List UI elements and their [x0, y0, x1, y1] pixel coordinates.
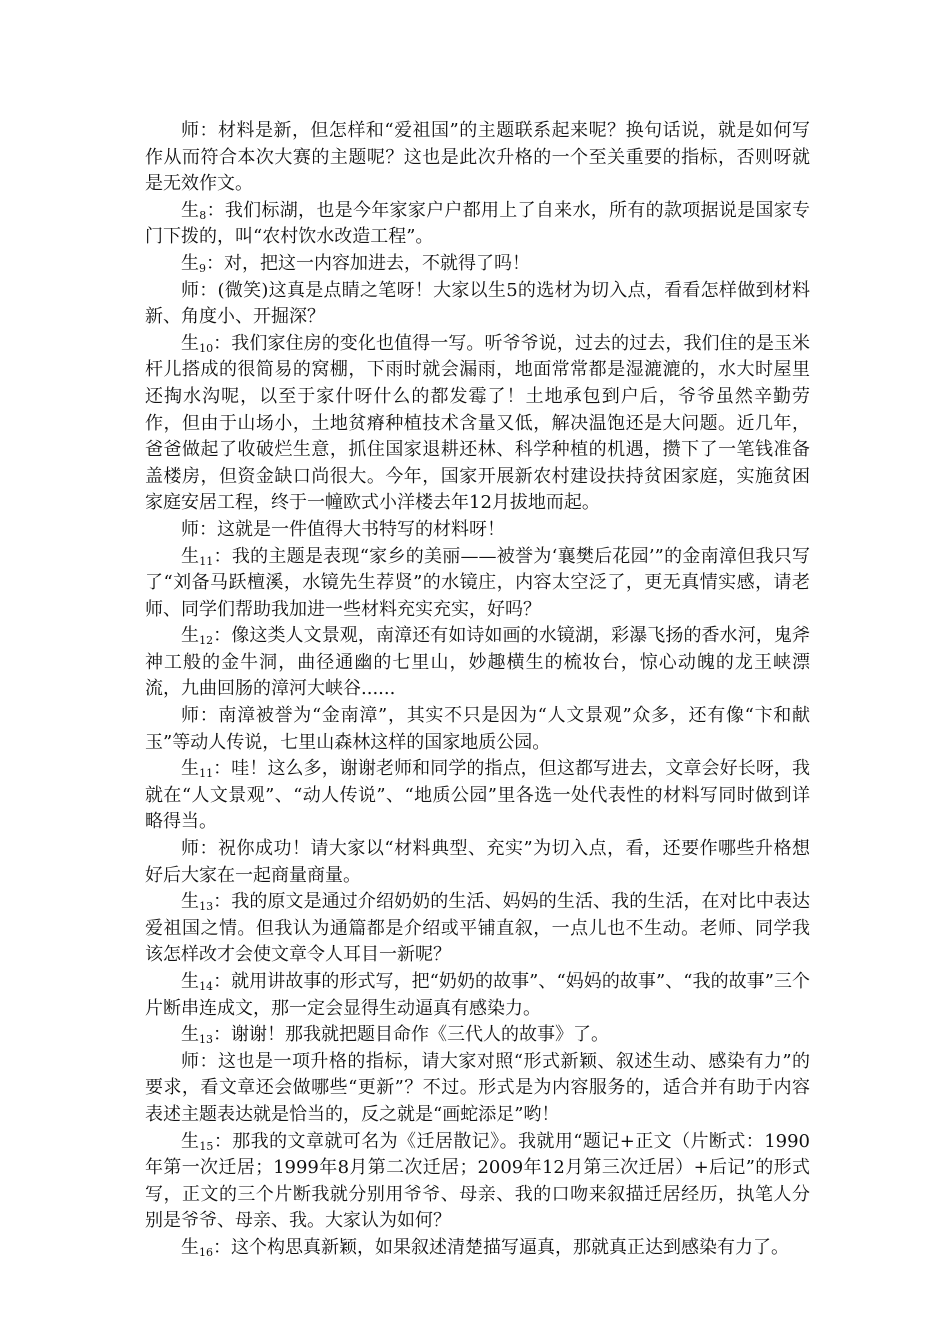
paragraph-text: ：我们标湖，也是今年家家户户都用上了自来水，所有的款项据说是国家专门下拨的，叫“农村饮水改造工程”。 — [145, 199, 810, 248]
paragraph-text: ：就用讲故事的形式写，把“奶奶的故事”、“妈妈的故事”、“我的故事”三个片断串连成文，那一定会显得生动逼真有感染力。 — [145, 971, 811, 1019]
speaker-number: 10 — [199, 341, 214, 355]
paragraph-text: ：那我的文章就可名为《迁居散记》。我就用“题记+正文（片断式：1990年第一次迁居；1999年8月第二次迁居；2009年12月第三次迁居）+后记”的形式写，正文的三个片断我就分别用爷爷、母亲、我的口吻来叙描迁居经历，执笔人分别是爷爷、母亲、我。大家认为如何？ — [145, 1130, 810, 1232]
speaker-label: 生 — [181, 252, 199, 274]
speaker-label: 生 — [181, 199, 200, 221]
paragraph — [145, 278, 810, 331]
paragraph-text: ：南漳被誉为“金南漳”，其实不只是因为“人文景观”众多，还有像“卞和献玉”等动人传说，七里山森林这样的国家地质公园。 — [145, 705, 810, 753]
paragraph-text: ：谢谢！那我就把题目命作《三代人的故事》了。 — [213, 1024, 609, 1046]
speaker-label: 师 — [181, 1050, 200, 1072]
paragraph — [145, 1049, 810, 1129]
paragraph-text: ：像这类人文景观，南漳还有如诗如画的水镜湖，彩瀑飞扬的香水河，鬼斧神工般的金牛洞，曲径通幽的七里山，妙趣横生的梳妆台，惊心动魄的龙王峡漂流，九曲回肠的漳河大峡谷...... — [145, 625, 811, 700]
paragraph — [145, 756, 810, 836]
paragraph — [145, 118, 810, 198]
paragraph — [145, 1129, 810, 1235]
speaker-label: 生 — [181, 1236, 199, 1258]
paragraph — [145, 251, 810, 278]
paragraph-text: ：对，把这一内容加进去，不就得了吗！ — [206, 252, 530, 274]
speaker-label: 师 — [181, 279, 200, 301]
speaker-number: 12 — [199, 634, 214, 648]
paragraph-text: ：材料是新，但怎样和“爱祖国”的主题联系起来呢？换句话说，就是如何写作从而符合本次大赛的主题呢？这也是此次升格的一个至关重要的指标，否则呀就是无效作文。 — [145, 120, 811, 195]
paragraph — [145, 198, 810, 251]
paragraph — [145, 969, 810, 1022]
paragraph-text: ：(微笑)这真是点睛之笔呀！大家以生5的选材为切入点，看看怎样做到材料新、角度小、开掘深？ — [145, 279, 811, 328]
speaker-label: 师 — [181, 518, 199, 540]
paragraph — [145, 623, 810, 703]
paragraph-text: ：这就是一件值得大书特写的材料呀！ — [199, 518, 505, 540]
speaker-number: 15 — [199, 1139, 214, 1153]
paragraph-text: ：我的原文是通过介绍奶奶的生活、妈妈的生活、我的生活，在对比中表达爱祖国之情。但我认为通篇都是介绍或平铺直叙，一点儿也不生动。老师、同学我该怎样改才会使文章令人耳目一新呢？ — [145, 891, 811, 966]
speaker-label: 生 — [181, 891, 200, 913]
paragraph-text: ：祝你成功！请大家以“材料典型、充实”为切入点，看，还要作哪些升格想好后大家在一起商量商量。 — [145, 838, 811, 886]
speaker-number: 8 — [199, 208, 207, 222]
speaker-label: 生 — [181, 758, 200, 780]
speaker-number: 13 — [199, 1033, 213, 1047]
paragraph — [145, 1022, 810, 1049]
speaker-label: 生 — [181, 971, 200, 992]
speaker-label: 师 — [181, 120, 200, 141]
speaker-label: 生 — [181, 1024, 199, 1046]
speaker-label: 师 — [181, 705, 200, 727]
speaker-number: 11 — [199, 767, 214, 781]
paragraph — [145, 889, 810, 969]
paragraph-text: ：这也是一项升格的指标，请大家对照“形式新颖、叙述生动、感染有力”的要求，看文章还会做哪些“更新”？不过。形式是为内容服务的，适合并有助于内容表述主题表达就是恰当的，反之就是“画蛇添足”哟！ — [145, 1050, 811, 1125]
speaker-number: 11 — [199, 554, 214, 568]
speaker-label: 生 — [181, 545, 200, 567]
paragraph-text: ：哇！这么多，谢谢老师和同学的指点，但这都写进去，文章会好长呀，我就在“人文景观”、“动人传说”、“地质公园”里各选一处代表性的材料写同时做到详略得当。 — [145, 758, 811, 833]
paragraph — [145, 703, 810, 756]
document-body — [145, 118, 810, 1262]
paragraph — [145, 1235, 810, 1262]
speaker-label: 师 — [181, 838, 200, 860]
speaker-number: 14 — [199, 980, 214, 993]
speaker-number: 9 — [199, 261, 206, 275]
speaker-number: 13 — [199, 900, 214, 914]
paragraph — [145, 517, 810, 544]
speaker-label: 生 — [181, 625, 200, 647]
paragraph — [145, 836, 810, 889]
paragraph — [145, 544, 810, 624]
paragraph-text: ：这个构思真新颖，如果叙述清楚描写逼真，那就真正达到感染有力了。 — [213, 1236, 789, 1258]
paragraph-text: ：我的主题是表现“家乡的美丽——被誉为‘襄樊后花园’”的金南漳但我只写了“刘备马跃檀溪，水镜先生荐贤”的水镜庄，内容太空泛了，更无真情实感，请老师、同学们帮助我加进一些材料充实充实，好吗？ — [145, 545, 810, 620]
paragraph-text: ：我们家住房的变化也值得一写。听爷爷说，过去的过去，我们住的是玉米杆儿搭成的很简易的窝棚，下雨时就会漏雨，地面常常都是湿漉漉的，水大时屋里还掏水沟呢，以至于家什呀什么的都发霉了！土地承包到户后，爷爷虽然辛勤劳作，但由于山场小，土地贫瘠种植技术含量又低，解决温饱还是大问题。近几年，爸爸做起了收破烂生意，抓住国家退耕还林、科学种植的机遇，攒下了一笔钱准备盖楼房，但资金缺口尚很大。今年，国家开展新农村建设扶持贫困家庭，实施贫困家庭安居工程，终于一幢欧式小洋楼去年12月拔地而起。 — [145, 332, 811, 514]
speaker-label: 生 — [181, 1130, 200, 1152]
speaker-label: 生 — [181, 332, 200, 354]
speaker-number: 16 — [199, 1245, 213, 1259]
paragraph — [145, 331, 810, 517]
